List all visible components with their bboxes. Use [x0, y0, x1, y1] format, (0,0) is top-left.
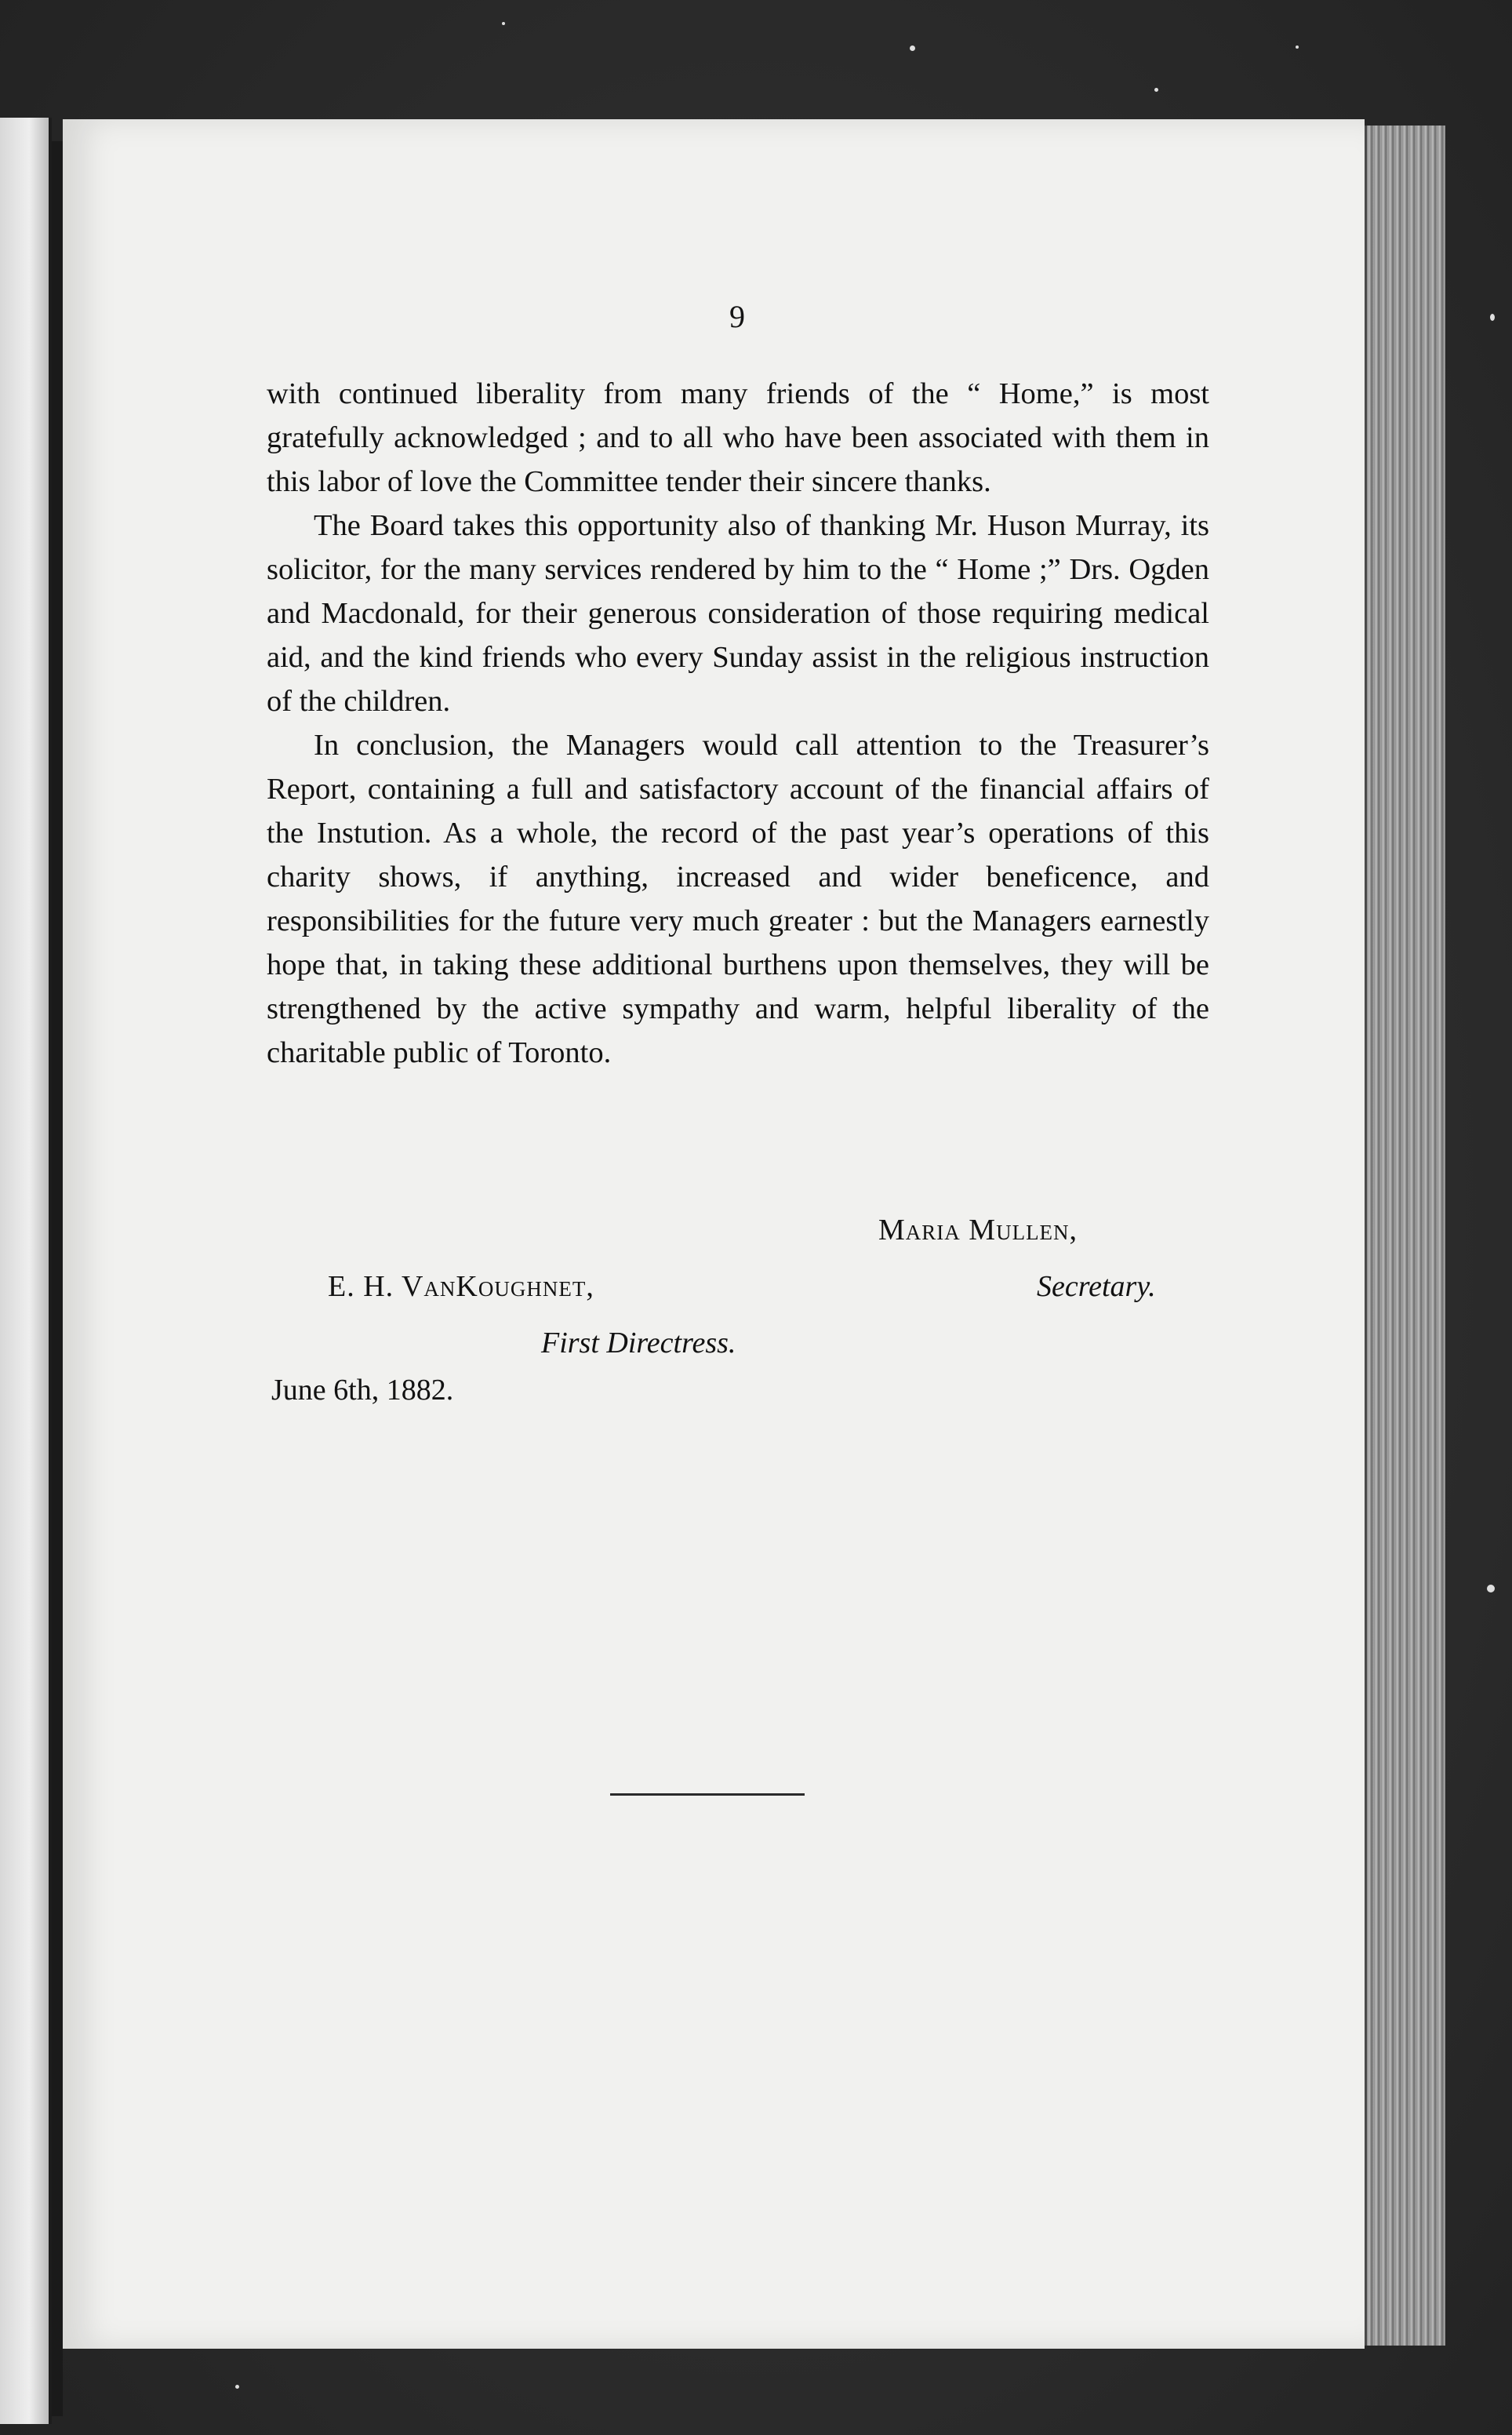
report-date: June 6th, 1882. — [271, 1374, 454, 1407]
directress-signature-name: E. H. VanKoughnet, — [328, 1270, 594, 1303]
page-block-edges — [1365, 126, 1445, 2346]
secretary-signature-name: Maria Mullen, — [878, 1214, 1078, 1247]
section-divider-rule — [610, 1793, 805, 1796]
directress-title: First Directress. — [541, 1327, 736, 1359]
paragraph-conclusion: In conclusion, the Managers would call attention to the Treasurer’s Report, containing a full and satisfactory account of the financial affairs of the Instution. As a whole, the record of the past year’s operations of this charity shows, if anything, increased and wider beneficence, and responsibilities for the future very much greater : but the Managers earnestly hope that, in taking these additional burthens upon themselves, they will be strengthened by the active sympathy and warm, helpful liberality of the charitable public of Toronto. — [267, 729, 1209, 1069]
facing-page-edge — [0, 118, 52, 2424]
secretary-title: Secretary. — [1037, 1270, 1156, 1303]
book-gutter — [52, 141, 63, 2416]
paragraph-thanks-friends: with continued liberality from many friends of the “ Home,” is most gratefully acknowledged ; and to all who have been associated with them in this labor of love the Committee tender their sincere thanks. — [267, 377, 1209, 498]
report-body — [267, 372, 1209, 1075]
page-number: 9 — [729, 299, 745, 334]
paragraph-board-thanks: The Board takes this opportunity also of thanking Mr. Huson Murray, its solicitor, for the many services rendered by him to the “ Home ;” Drs. Ogden and Macdonald, for their generous consideration of those requiring medical aid, and the kind friends who every Sunday assist in the religious instruction of the children. — [267, 509, 1209, 718]
